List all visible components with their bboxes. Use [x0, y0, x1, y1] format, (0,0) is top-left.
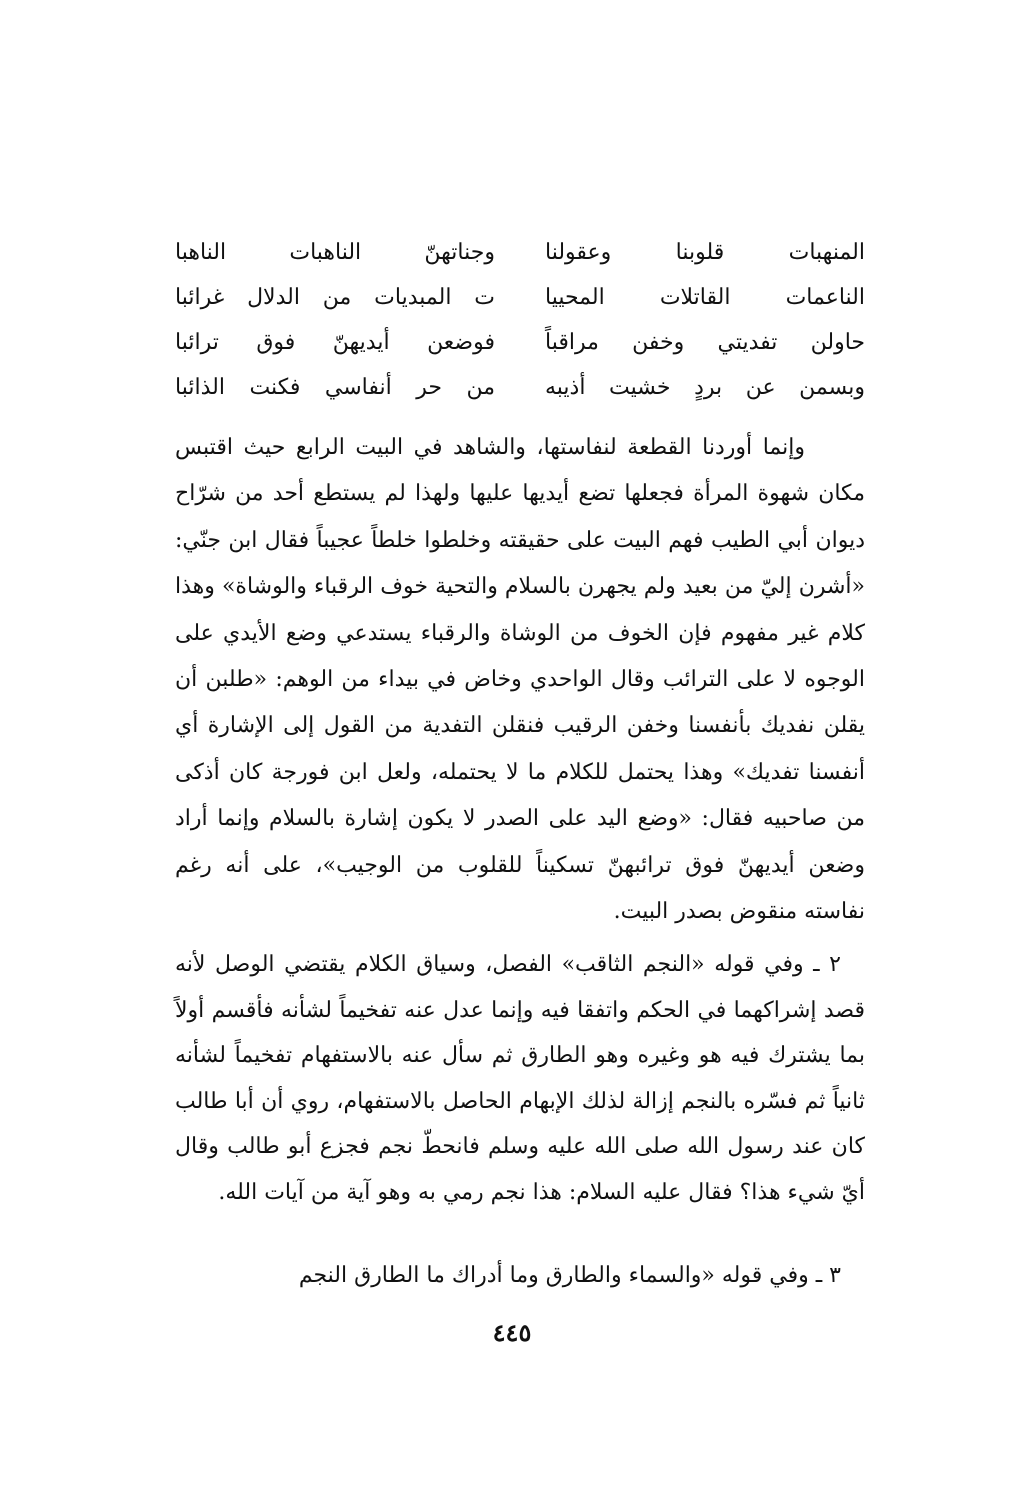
verse-first-hemistich: الناعمات القاتلات المحييا	[545, 285, 865, 310]
page-number: ٤٤٥	[492, 1318, 532, 1347]
verse-first-hemistich: حاولن تفديتي وخفن مراقباً	[545, 330, 865, 355]
verse-second-hemistich: فوضعن أيديهنّ فوق ترائبا	[175, 330, 495, 355]
paragraph-point-2: ٢ ـ وفي قوله «النجم الثاقب» الفصل، وسياق الكلام يقتضي الوصل لأنه قصد إشراكهما في الحكم واتفقا فيه وإنما عدل عنه تفخيماً لشأنه فأقسم أولاً بما يشترك فيه هو وغيره وهو الطارق ثم سأل عنه بالاستفهام تفخيماً لشأنه ثانياً ثم فسّره بالنجم إزالة لذلك الإبهام الحاصل بالاستفهام، روي أن أبا طالب كان عند رسول الله صلى الله عليه وسلم فانحطّ نجم فجزع أبو طالب وقال أيّ شيء هذا؟ فقال عليه السلام: هذا نجم رمي به وهو آية من آيات الله.	[175, 952, 865, 1205]
paragraph-commentary: وإنما أوردنا القطعة لنفاستها، والشاهد في البيت الرابع حيث اقتبس مكان شهوة المرأة فجعلها تضع أيديها عليها ولهذا لم يستطع أحد من شرّاح ديوان أبي الطيب فهم البيت على حقيقته وخلطوا خلطاً عجيباً فقال ابن جنّي: «أشرن إليّ من بعيد ولم يجهرن بالسلام والتحية خوف الرقباء والوشاة» وهذا كلام غير مفهوم فإن الخوف من الوشاة والرقباء يستدعي وضع الأيدي على الوجوه لا على الترائب وقال الواحدي وخاض في بيداء من الوهم: «طلبن أن يقلن نفديك بأنفسنا وخفن الرقيب فنقلن التفدية من القول إلى الإشارة أي أنفسنا تفديك» وهذا يحتمل للكلام ما لا يحتمله، ولعل ابن فورجة كان أذكى من صاحبيه فقال: «وضع اليد على الصدر لا يكون إشارة بالسلام وإنما أراد وضعن أيديهنّ فوق ترائبهنّ تسكيناً للقلوب من الوجيب»، على أنه رغم نفاسته منقوض بصدر البيت.	[175, 435, 865, 925]
verse-first-hemistich: وبسمن عن بردٍ خشيت أذيبه	[545, 375, 865, 400]
poem-verse	[175, 365, 865, 410]
verse-second-hemistich: وجناتهنّ الناهبات الناهبا	[175, 240, 495, 265]
verse-first-hemistich: المنهبات قلوبنا وعقولنا	[545, 240, 865, 265]
poem-verse	[175, 275, 865, 320]
paragraph-point-3: ٣ ـ وفي قوله «والسماء والطارق وما أدراك ما الطارق النجم	[298, 1263, 841, 1288]
poem	[175, 230, 865, 410]
verse-second-hemistich: ت المبديات من الدلال غرائبا	[175, 285, 495, 310]
verse-second-hemistich: من حر أنفاسي فكنت الذائبا	[175, 375, 495, 400]
poem-verse	[175, 320, 865, 365]
poem-verse	[175, 230, 865, 275]
